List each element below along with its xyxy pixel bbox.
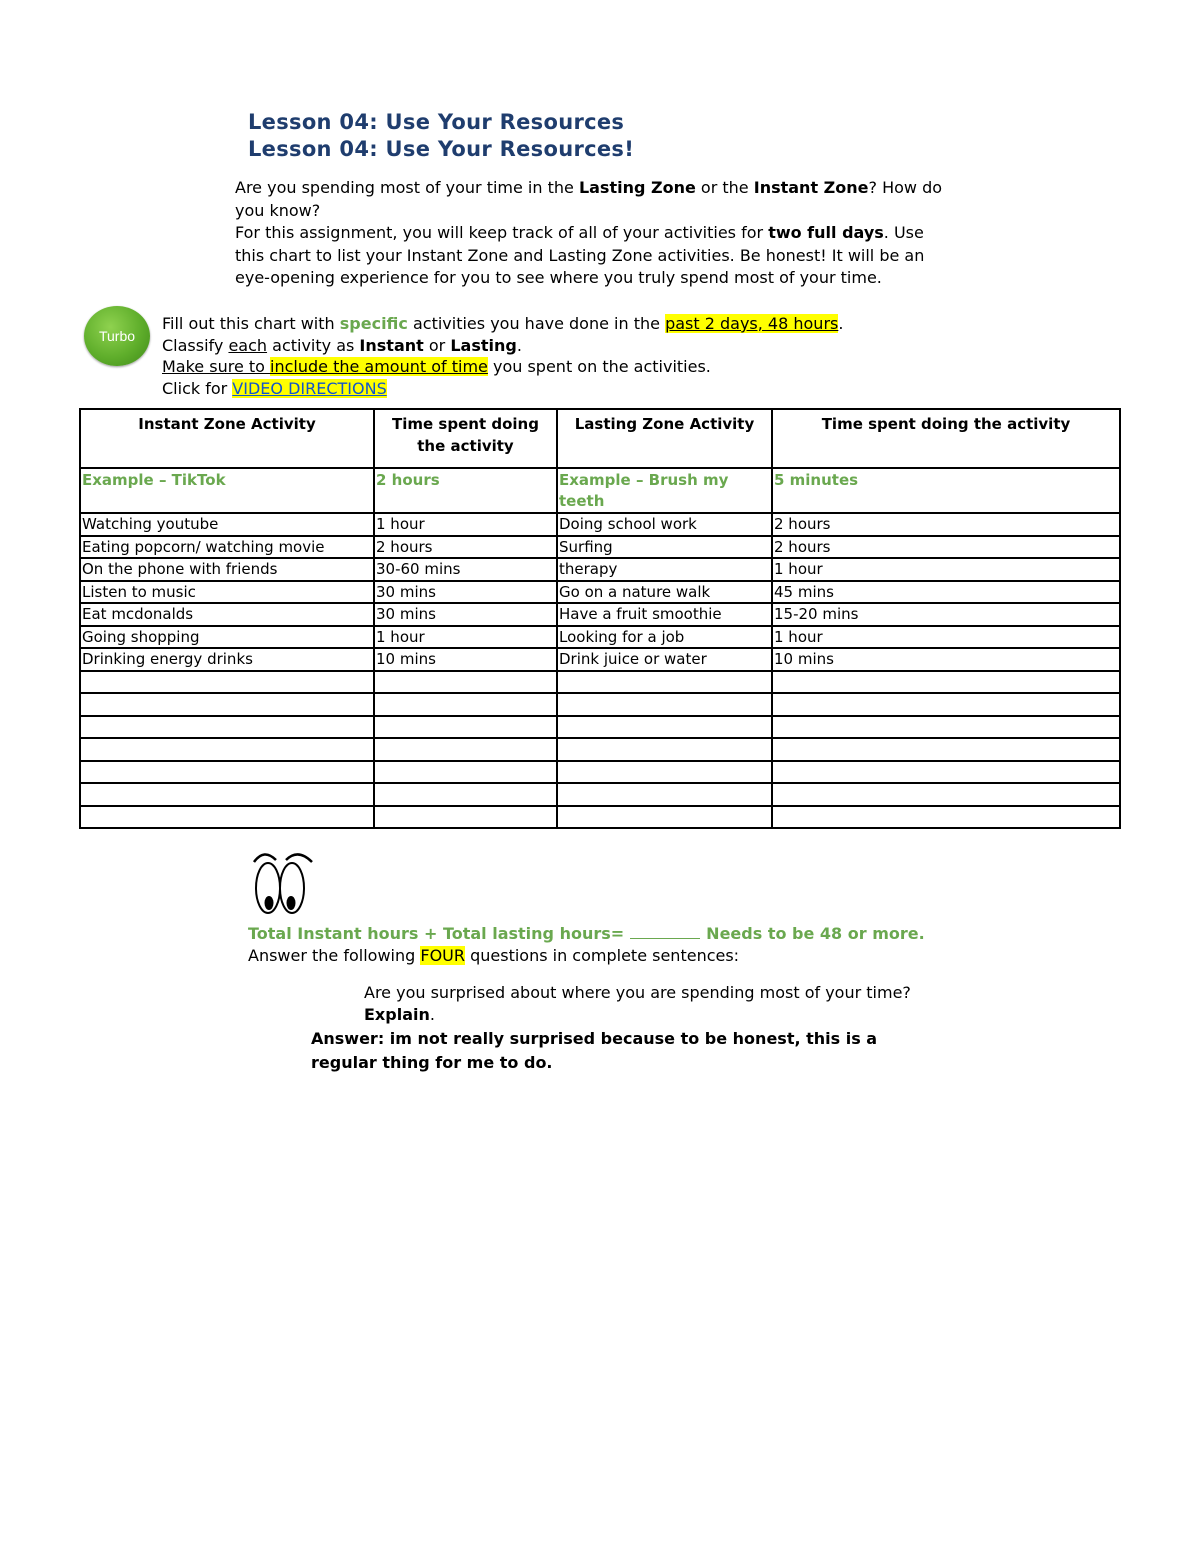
turbo-badge[interactable] xyxy=(84,306,150,366)
table-row-empty xyxy=(80,783,1120,806)
table-cell[interactable]: Drinking energy drinks xyxy=(80,648,374,671)
table-cell[interactable] xyxy=(772,738,1120,761)
table-cell: 2 hours xyxy=(374,468,557,513)
questions-intro: Answer the following FOUR questions in complete sentences: xyxy=(248,946,740,965)
table-cell[interactable] xyxy=(772,716,1120,739)
table-cell[interactable]: 30 mins xyxy=(374,581,557,604)
table-row xyxy=(80,581,1120,604)
table-cell[interactable]: 45 mins xyxy=(772,581,1120,604)
table-cell[interactable] xyxy=(557,693,772,716)
total-note: Needs to be 48 or more. xyxy=(706,924,925,943)
table-row xyxy=(80,558,1120,581)
table-cell[interactable]: 2 hours xyxy=(772,536,1120,559)
table-cell[interactable]: 10 mins xyxy=(374,648,557,671)
table-cell[interactable] xyxy=(374,671,557,694)
table-cell[interactable]: Surfing xyxy=(557,536,772,559)
table-row xyxy=(80,626,1120,649)
table-cell[interactable]: 1 hour xyxy=(374,626,557,649)
table-cell[interactable] xyxy=(772,693,1120,716)
table-cell[interactable]: Have a fruit smoothie xyxy=(557,603,772,626)
video-directions-link[interactable]: VIDEO DIRECTIONS xyxy=(232,378,387,398)
table-cell[interactable] xyxy=(374,761,557,784)
table-cell: Example – Brush my teeth xyxy=(557,468,772,513)
table-cell[interactable]: Going shopping xyxy=(80,626,374,649)
table-cell[interactable]: Go on a nature walk xyxy=(557,581,772,604)
table-cell[interactable]: 30-60 mins xyxy=(374,558,557,581)
header-lasting-time: Time spent doing the activity xyxy=(772,409,1120,468)
intro-question: Are you spending most of your time in the Lasting Zone or the Instant Zone? How do you know? xyxy=(235,178,943,220)
answer-text: im not really surprised because to be honest, this is a regular thing for me to do. xyxy=(311,1029,878,1072)
question-1 xyxy=(364,982,924,1026)
table-row-empty xyxy=(80,738,1120,761)
lesson-title: Lesson 04: Use Your Resources xyxy=(248,110,625,134)
table-cell[interactable]: Doing school work xyxy=(557,513,772,536)
table-row xyxy=(80,648,1120,671)
header-instant-activity: Instant Zone Activity xyxy=(80,409,374,468)
answer-1 xyxy=(311,1027,931,1075)
table-cell[interactable] xyxy=(374,738,557,761)
table-cell[interactable] xyxy=(80,783,374,806)
question-explain: Explain. xyxy=(364,1005,435,1024)
table-row xyxy=(80,513,1120,536)
table-cell[interactable]: Eat mcdonalds xyxy=(80,603,374,626)
table-cell[interactable] xyxy=(557,716,772,739)
table-row xyxy=(80,603,1120,626)
table-cell[interactable] xyxy=(374,806,557,829)
instructions xyxy=(162,313,882,399)
table-row-empty xyxy=(80,806,1120,829)
total-blank[interactable] xyxy=(630,924,700,939)
table-cell[interactable]: Listen to music xyxy=(80,581,374,604)
table-cell[interactable]: 1 hour xyxy=(772,626,1120,649)
instruction-classify: Classify each activity as Instant or Lasting. xyxy=(162,335,522,355)
question-text: Are you surprised about where you are spending most of your time? xyxy=(364,983,911,1002)
instruction-video: Click for VIDEO DIRECTIONS xyxy=(162,378,387,398)
table-cell[interactable]: Eating popcorn/ watching movie xyxy=(80,536,374,559)
table-cell[interactable] xyxy=(557,738,772,761)
intro-assignment: For this assignment, you will keep track of all of your activities for two full days. Use this chart to list your Instant Zone and Lasting Zone activities. Be honest! It will be an eye-opening experience for you to see where you truly spend most of your time. xyxy=(235,223,925,287)
table-cell[interactable] xyxy=(374,693,557,716)
table-cell[interactable] xyxy=(80,693,374,716)
table-row xyxy=(80,536,1120,559)
table-cell: Example – TikTok xyxy=(80,468,374,513)
table-cell[interactable] xyxy=(772,806,1120,829)
table-cell[interactable] xyxy=(80,761,374,784)
table-cell[interactable] xyxy=(557,783,772,806)
table-cell: 5 minutes xyxy=(772,468,1120,513)
table-cell[interactable]: 30 mins xyxy=(374,603,557,626)
table-cell[interactable] xyxy=(772,671,1120,694)
table-cell[interactable] xyxy=(80,716,374,739)
turbo-label: Turbo xyxy=(98,328,136,344)
table-cell[interactable]: 10 mins xyxy=(772,648,1120,671)
table-cell[interactable]: Watching youtube xyxy=(80,513,374,536)
lesson-title-repeat: Lesson 04: Use Your Resources! xyxy=(248,137,635,161)
table-cell[interactable] xyxy=(80,806,374,829)
table-cell[interactable]: 1 hour xyxy=(374,513,557,536)
cartoon-eyes-icon xyxy=(250,848,316,920)
answer-label: Answer: xyxy=(311,1029,385,1048)
table-cell[interactable]: 2 hours xyxy=(772,513,1120,536)
header-instant-time: Time spent doing the activity xyxy=(374,409,557,468)
table-row-empty xyxy=(80,671,1120,694)
table-cell[interactable]: 2 hours xyxy=(374,536,557,559)
table-header-row xyxy=(80,409,1120,468)
total-hours-line xyxy=(248,924,925,943)
total-label: Total Instant hours + Total lasting hours= xyxy=(248,924,625,943)
table-cell[interactable] xyxy=(772,761,1120,784)
header-lasting-activity: Lasting Zone Activity xyxy=(557,409,772,468)
table-cell[interactable] xyxy=(557,761,772,784)
activity-chart xyxy=(79,408,1121,829)
table-cell[interactable]: Looking for a job xyxy=(557,626,772,649)
table-cell[interactable]: 15-20 mins xyxy=(772,603,1120,626)
table-cell[interactable] xyxy=(374,783,557,806)
table-row-empty xyxy=(80,761,1120,784)
table-row-empty xyxy=(80,716,1120,739)
table-cell[interactable]: therapy xyxy=(557,558,772,581)
table-cell[interactable] xyxy=(557,671,772,694)
table-cell[interactable] xyxy=(80,671,374,694)
table-cell[interactable]: 1 hour xyxy=(772,558,1120,581)
table-row-empty xyxy=(80,693,1120,716)
table-cell[interactable] xyxy=(80,738,374,761)
table-cell[interactable] xyxy=(557,806,772,829)
table-cell[interactable] xyxy=(374,716,557,739)
table-cell[interactable]: Drink juice or water xyxy=(557,648,772,671)
instruction-fill: Fill out this chart with specific activities you have done in the past 2 days, 48 hours. xyxy=(162,314,844,333)
example-row xyxy=(80,468,1120,513)
table-cell[interactable] xyxy=(772,783,1120,806)
table-cell[interactable]: On the phone with friends xyxy=(80,558,374,581)
intro-text xyxy=(235,177,955,290)
instruction-time: Make sure to include the amount of time you spent on the activities. xyxy=(162,357,711,376)
